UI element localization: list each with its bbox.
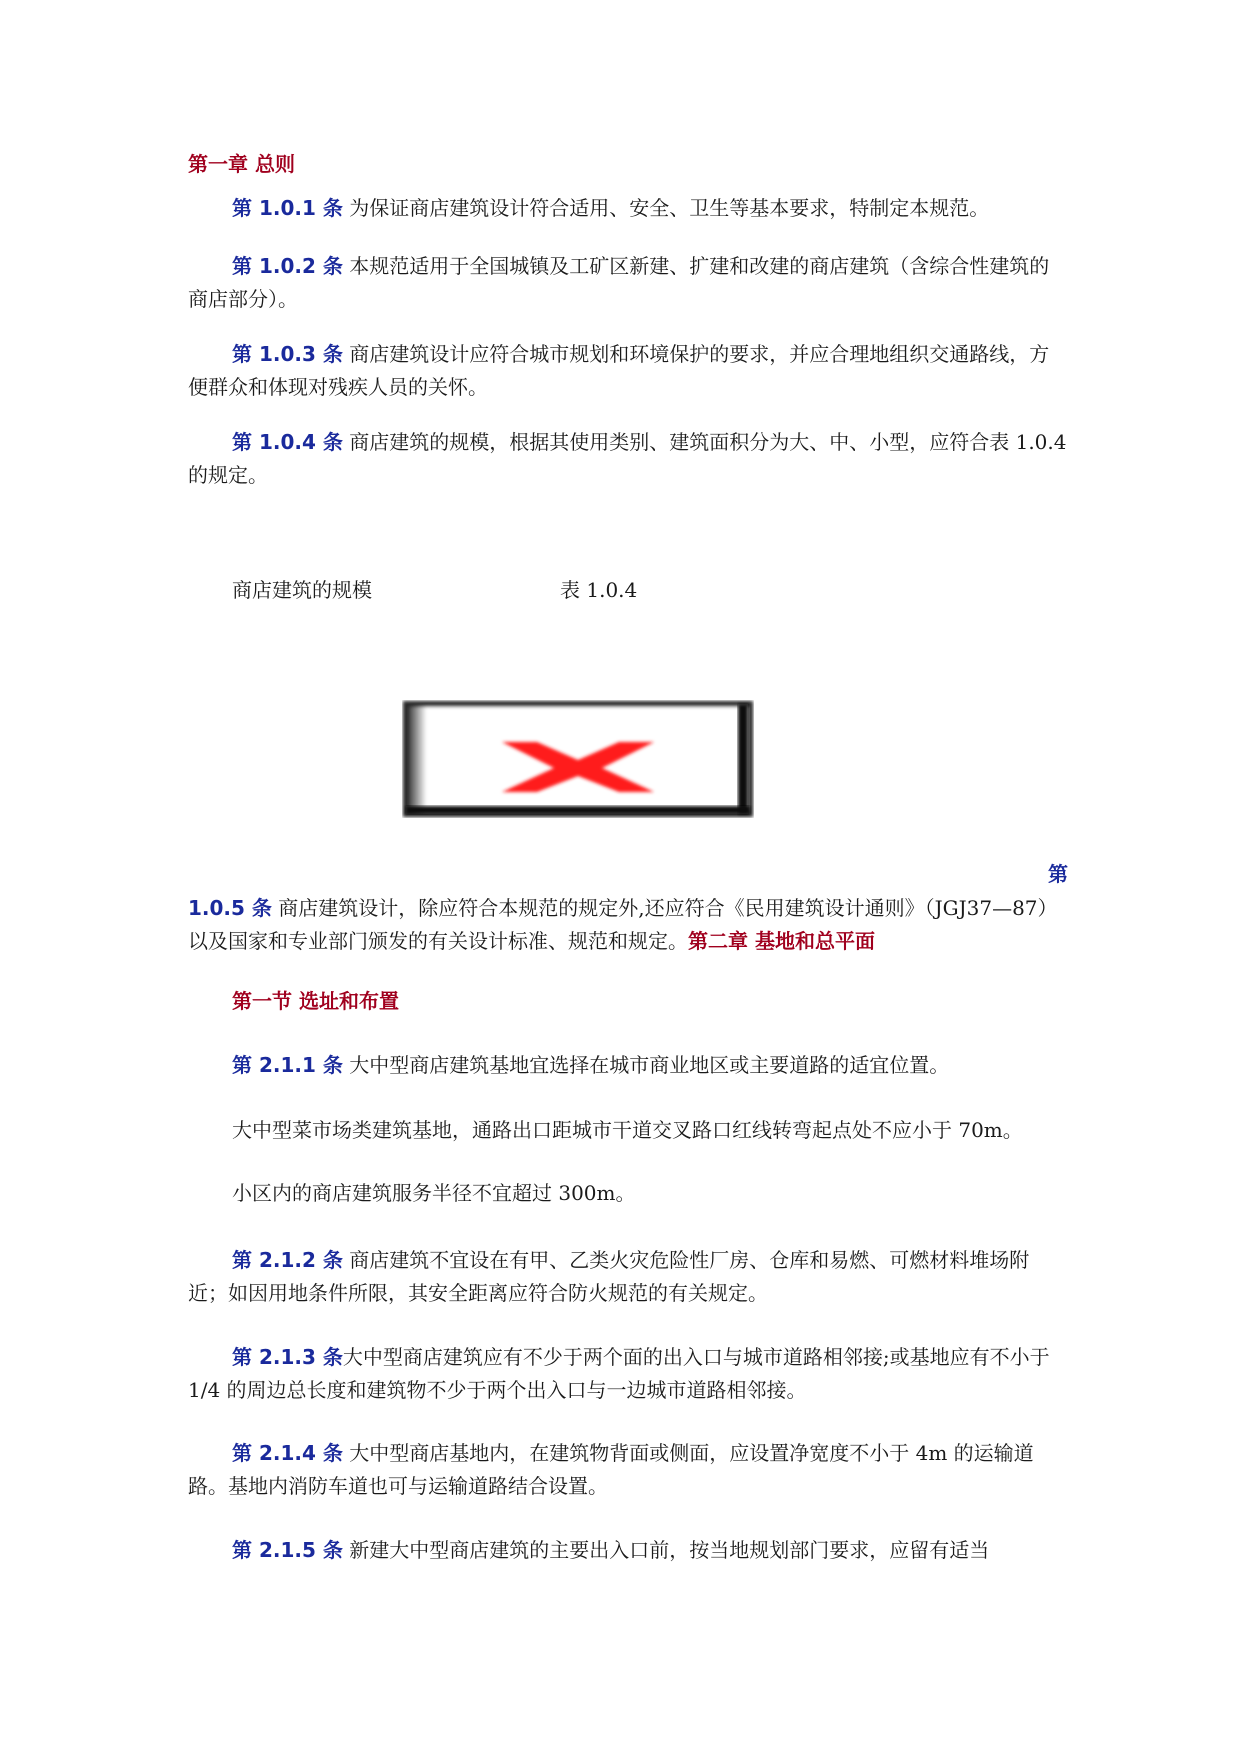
clause-1-0-3 <box>188 338 1068 404</box>
clause-label: 第 2.1.2 条 <box>232 1248 343 1272</box>
clause-text: 大中型商店建筑基地宜选择在城市商业地区或主要道路的适宜位置。 <box>342 1053 950 1077</box>
clause-label: 第 2.1.5 条 <box>232 1538 343 1562</box>
clause-text: 大中型商店建筑应有不少于两个面的出入口与城市道路相邻接;或基地应有不小于 1/4 的周边总长度和建筑物不少于两个出入口与一边城市道路相邻接。 <box>188 1345 1050 1402</box>
clause-text: 商店建筑的规模，根据其使用类别、建筑面积分为大、中、小型，应符合表 1.0.4 的规定。 <box>188 430 1067 487</box>
clause-text: 大中型商店基地内，在建筑物背面或侧面，应设置净宽度不小于 4m 的运输道路。基地内消防车道也可与运输道路结合设置。 <box>188 1441 1034 1498</box>
table-1-0-4-title: 商店建筑的规模 <box>232 578 372 602</box>
clause-label: 第 1.0.2 条 <box>232 254 343 278</box>
clause-text: 商店建筑不宜设在有甲、乙类火灾危险性厂房、仓库和易燃、可燃材料堆场附近；如因用地条件所限，其安全距离应符合防火规范的有关规定。 <box>188 1248 1030 1305</box>
section-1-title: 第一节 选址和布置 <box>232 989 399 1013</box>
clause-text: 商店建筑设计，除应符合本规范的规定外,还应符合《民用建筑设计通则》（JGJ37—87）以及国家和专业部门颁发的有关设计标准、规范和规定。 <box>188 896 1058 953</box>
clause-1-0-2 <box>188 250 1068 316</box>
paragraph-2-1-1-b: 大中型菜市场类建筑基地，通路出口距城市干道交叉路口红线转弯起点处不应小于 70m。 <box>232 1118 1023 1142</box>
clause-label: 1.0.5 条 <box>188 896 272 920</box>
clause-1-0-4 <box>188 426 1068 492</box>
paragraph-2-1-1-c: 小区内的商店建筑服务半径不宜超过 300m。 <box>232 1181 636 1205</box>
clause-2-1-2 <box>188 1244 1068 1310</box>
table-1-0-4-number: 表 1.0.4 <box>560 578 638 602</box>
clause-2-1-3 <box>188 1341 1068 1407</box>
clause-1-0-5-label-start: 第 <box>1048 862 1068 886</box>
clause-text: 本规范适用于全国城镇及工矿区新建、扩建和改建的商店建筑（含综合性建筑的商店部分）。 <box>188 254 1050 311</box>
chapter-1-title: 第一章 总则 <box>188 152 295 176</box>
clause-1-0-5 <box>188 892 1068 958</box>
clause-2-1-1 <box>188 1049 1068 1082</box>
broken-image-icon <box>402 700 754 818</box>
clause-text: 新建大中型商店建筑的主要出入口前，按当地规划部门要求，应留有适当 <box>342 1538 990 1562</box>
clause-1-0-1 <box>188 192 1068 225</box>
clause-text: 商店建筑设计应符合城市规划和环境保护的要求，并应合理地组织交通路线，方便群众和体现对残疾人员的关怀。 <box>188 342 1050 399</box>
clause-label: 第 2.1.3 条 <box>232 1345 343 1369</box>
clause-label: 第 1.0.4 条 <box>232 430 343 454</box>
section-1-heading <box>188 985 1068 1018</box>
chapter-1-heading <box>188 148 1068 181</box>
clause-label: 第 2.1.1 条 <box>232 1053 343 1077</box>
clause-label: 第 1.0.3 条 <box>232 342 343 366</box>
chapter-2-title: 第二章 基地和总平面 <box>688 929 875 953</box>
clause-2-1-4 <box>188 1437 1068 1503</box>
clause-text: 为保证商店建筑设计符合适用、安全、卫生等基本要求，特制定本规范。 <box>342 196 990 220</box>
clause-2-1-5 <box>188 1534 1068 1567</box>
document-page <box>188 0 1068 1754</box>
clause-label: 第 2.1.4 条 <box>232 1441 343 1465</box>
clause-label: 第 1.0.1 条 <box>232 196 343 220</box>
broken-image-placeholder <box>402 700 754 818</box>
